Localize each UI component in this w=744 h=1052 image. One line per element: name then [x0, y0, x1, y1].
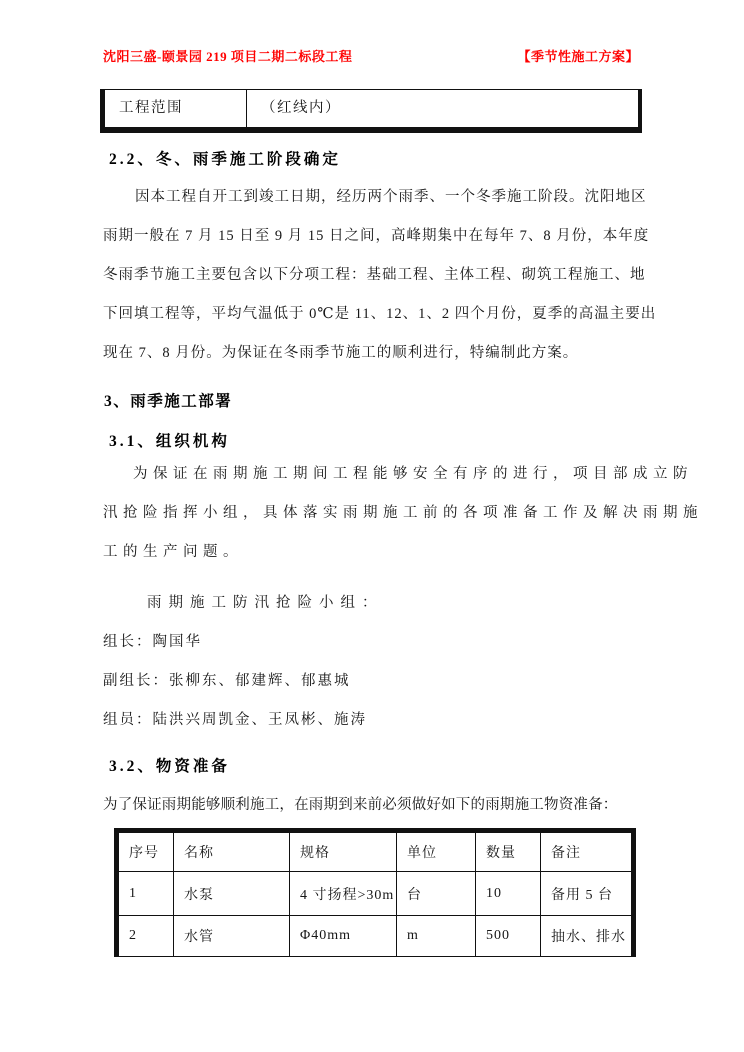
text-line: 因本工程自开工到竣工日期，经历两个雨季、一个冬季施工阶段。沈阳地区 — [135, 189, 647, 205]
scope-table — [100, 89, 642, 133]
table-cell: Φ40mm — [290, 916, 397, 957]
heading-3-1: 3.1、组织机构 — [109, 433, 230, 450]
text-line: 现在 7、8 月份。为保证在冬雨季节施工的顺利进行，特编制此方案。 — [103, 345, 579, 361]
table-cell: 2 — [117, 916, 174, 957]
table-header-cell: 名称 — [174, 831, 290, 872]
team-members-line: 组员：陆洪兴周凯金、王凤彬、施涛 — [103, 712, 367, 728]
paragraph-organization — [103, 455, 703, 572]
table-cell: m — [397, 916, 476, 957]
team-leader-line: 组长：陶国华 — [103, 634, 202, 650]
table-cell: 10 — [476, 872, 541, 916]
table-header-cell: 备注 — [541, 831, 634, 872]
text-line: 雨期一般在 7 月 15 日至 9 月 15 日之间，高峰期集中在每年 7、8 月份，本年度 — [103, 228, 650, 244]
team-title: 雨期施工防汛抢险小组： — [147, 595, 384, 611]
table-header-cell: 数量 — [476, 831, 541, 872]
scope-value-cell: （红线内） — [261, 100, 341, 116]
table-row — [117, 872, 634, 916]
table-header-cell: 规格 — [290, 831, 397, 872]
table-cell: 抽水、排水 — [541, 916, 634, 957]
table-cell: 备用 5 台 — [541, 872, 634, 916]
table-cell: 水管 — [174, 916, 290, 957]
header-doc-tag: 【季节性施工方案】 — [517, 49, 639, 64]
paragraph-season-determination — [103, 178, 657, 373]
text-line: 下回填工程等，平均气温低于 0℃是 11、12、1、2 四个月份，夏季的高温主要出 — [103, 306, 657, 322]
page-header — [103, 46, 639, 65]
paragraph-material-intro: 为了保证雨期能够顺利施工，在雨期到来前必须做好如下的雨期施工物资准备： — [103, 797, 618, 813]
table-cell: 水泵 — [174, 872, 290, 916]
text-line: 冬雨季节施工主要包含以下分项工程：基础工程、主体工程、砌筑工程施工、地 — [103, 267, 646, 283]
table-cell: 台 — [397, 872, 476, 916]
table-row — [117, 916, 634, 957]
text-line: 工的生产问题。 — [103, 544, 243, 560]
table-cell: 4 寸扬程>30m — [290, 872, 397, 916]
table-header-cell: 序号 — [117, 831, 174, 872]
table-header-row — [117, 831, 634, 872]
heading-3-2: 3.2、物资准备 — [109, 758, 230, 775]
scope-label-cell: 工程范围 — [105, 90, 247, 127]
heading-3: 3、雨季施工部署 — [104, 393, 233, 410]
heading-2-2: 2.2、冬、雨季施工阶段确定 — [109, 151, 341, 168]
text-line: 汛抢险指挥小组，具体落实雨期施工前的各项准备工作及解决雨期施 — [103, 505, 703, 521]
table-cell: 1 — [117, 872, 174, 916]
table-header-cell: 单位 — [397, 831, 476, 872]
header-project-title: 沈阳三盛-颐景园 219 项目二期二标段工程 — [103, 49, 353, 64]
materials-table — [114, 828, 636, 957]
text-line: 为保证在雨期施工期间工程能够安全有序的进行，项目部成立防 — [133, 466, 693, 482]
table-cell: 500 — [476, 916, 541, 957]
team-deputy-line: 副组长：张柳东、郁建辉、郁惠城 — [103, 673, 351, 689]
